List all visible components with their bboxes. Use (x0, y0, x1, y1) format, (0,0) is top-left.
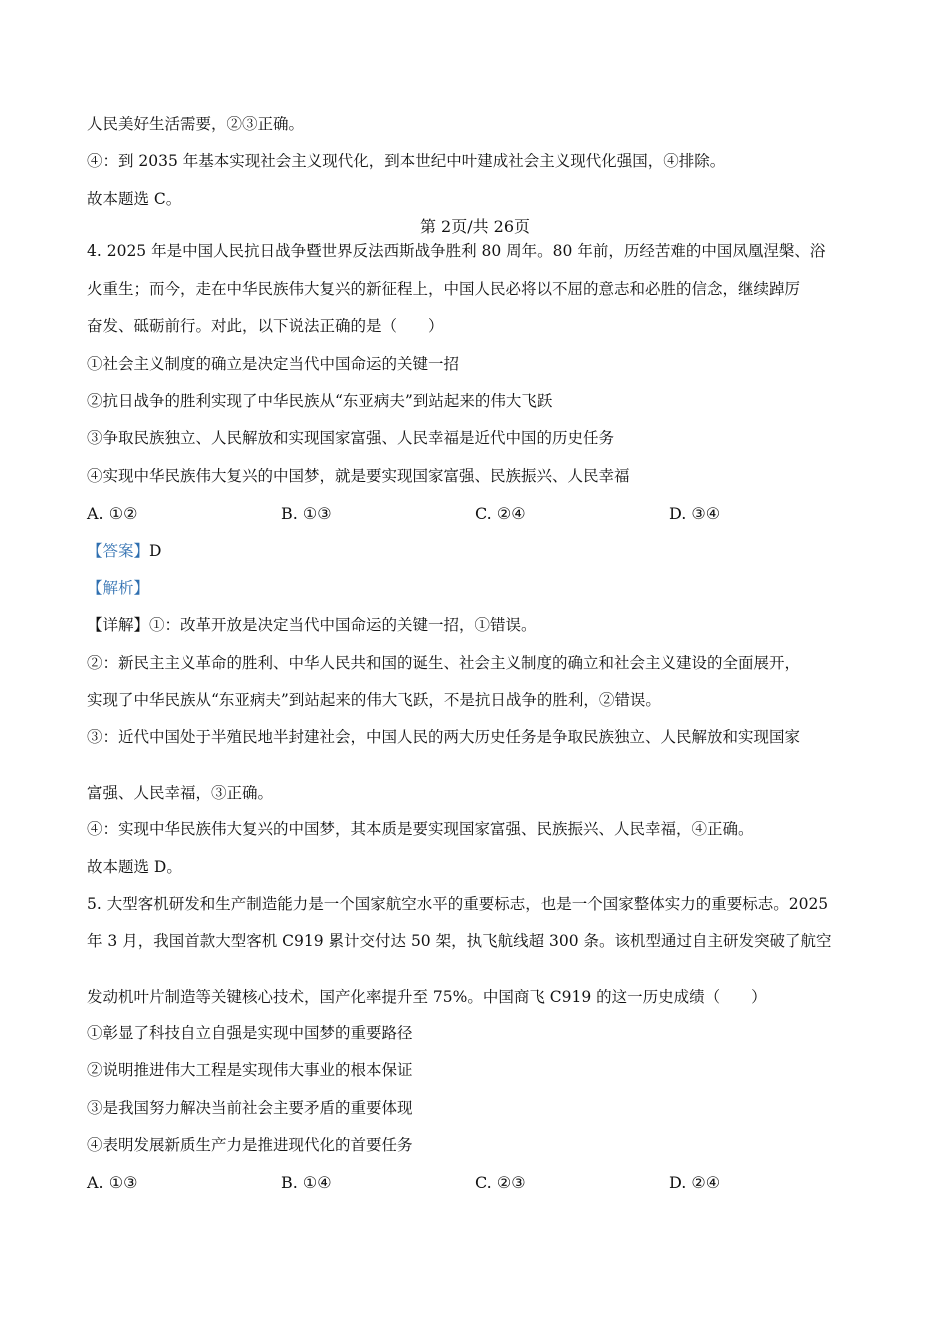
prev-answer-line-2: ④：到 2035 年基本实现社会主义现代化，到本世纪中叶建成社会主义现代化强国，④排除。 (87, 152, 726, 170)
q5-item-4: ④表明发展新质生产力是推进现代化的首要任务 (87, 1136, 413, 1154)
q4-detail-4: ④：实现中华民族伟大复兴的中国梦，其本质是要实现国家富强、民族振兴、人民幸福，④正确。 (87, 820, 754, 838)
q4-conclusion: 故本题选 D。 (87, 858, 182, 876)
q4-stem-line-2: 火重生；而今，走在中华民族伟大复兴的新征程上，中国人民必将以不屈的意志和必胜的信念，继续踔厉 (87, 280, 801, 298)
q5-options (87, 1173, 867, 1195)
q5-item-1: ①彰显了科技自立自强是实现中国梦的重要路径 (87, 1024, 413, 1042)
q5-stem-line-1: 5. 大型客机研发和生产制造能力是一个国家航空水平的重要标志，也是一个国家整体实力的重要标志。2025 (87, 895, 829, 913)
q5-option-a: A. ①③ (87, 1173, 138, 1192)
q4-detail-2b: 实现了中华民族从“东亚病夫”到站起来的伟大飞跃，不是抗日战争的胜利，②错误。 (87, 691, 661, 709)
q5-item-2: ②说明推进伟大工程是实现伟大事业的根本保证 (87, 1061, 413, 1079)
q4-stem-line-3: 奋发、砥砺前行。对此，以下说法正确的是（ ） (87, 317, 444, 335)
q4-option-d: D. ③④ (669, 504, 721, 523)
q5-option-c: C. ②③ (475, 1173, 526, 1192)
answer-tag: 【答案】 (87, 542, 150, 560)
q4-stem-line-1: 4. 2025 年是中国人民抗日战争暨世界反法西斯战争胜利 80 周年。80 年前，历经苦难的中国凤凰涅槃、浴 (87, 242, 826, 260)
q4-detail-2a: ②：新民主主义革命的胜利、中华人民共和国的诞生、社会主义制度的确立和社会主义建设的全面展开， (87, 654, 801, 672)
q4-detail-3b: 富强、人民幸福，③正确。 (87, 784, 274, 802)
detail-tag: 【详解】 (87, 616, 150, 634)
q5-stem-line-2: 年 3 月，我国首款大型客机 C919 累计交付达 50 架，执飞航线超 300 条。该机型通过自主研发突破了航空 (87, 932, 832, 950)
q4-item-1: ①社会主义制度的确立是决定当代中国命运的关键一招 (87, 355, 460, 373)
q4-option-b: B. ①③ (281, 504, 332, 523)
detail-1-text: ①：改革开放是决定当代中国命运的关键一招，①错误。 (149, 616, 537, 634)
answer-value: D (149, 542, 162, 560)
q4-option-c: C. ②④ (475, 504, 526, 523)
q4-analysis-tag-line (87, 578, 870, 598)
q4-detail-1 (87, 615, 870, 635)
q4-item-3: ③争取民族独立、人民解放和实现国家富强、人民幸福是近代中国的历史任务 (87, 429, 615, 447)
q4-item-4: ④实现中华民族伟大复兴的中国梦，就是要实现国家富强、民族振兴、人民幸福 (87, 467, 630, 485)
analysis-tag: 【解析】 (87, 579, 150, 597)
prev-conclusion: 故本题选 C。 (87, 190, 182, 208)
q5-option-d: D. ②④ (669, 1173, 721, 1192)
q5-item-3: ③是我国努力解决当前社会主要矛盾的重要体现 (87, 1099, 413, 1117)
page-number-label: 第 2页/共 26页 (419, 217, 531, 236)
q5-stem-line-3: 发动机叶片制造等关键核心技术，国产化率提升至 75%。中国商飞 C919 的这一历史成绩（ ） (87, 988, 767, 1006)
q4-options (87, 504, 867, 526)
prev-answer-line-1: 人民美好生活需要，②③正确。 (87, 115, 305, 133)
q4-item-2: ②抗日战争的胜利实现了中华民族从“东亚病夫”到站起来的伟大飞跃 (87, 392, 553, 410)
q4-answer-line (87, 541, 870, 561)
q4-detail-3a: ③：近代中国处于半殖民地半封建社会，中国人民的两大历史任务是争取民族独立、人民解放和实现国家 (87, 728, 801, 746)
q4-option-a: A. ①② (87, 504, 138, 523)
q5-option-b: B. ①④ (281, 1173, 332, 1192)
